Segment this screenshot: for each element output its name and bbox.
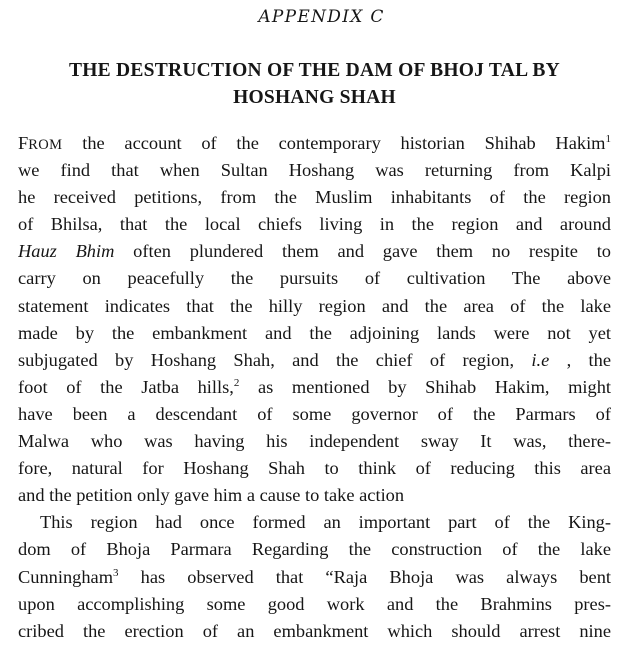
- text-line: made by the embankment and the adjoining lands were not yet: [18, 322, 611, 343]
- text-segment: Cunningham: [18, 566, 114, 587]
- paragraph-2: [18, 509, 611, 644]
- text-line: have been a descendant of some governor of the Parmars of: [18, 403, 611, 424]
- text-segment: often plundered them and gave them no respite to: [114, 241, 611, 262]
- text-line: [18, 564, 611, 591]
- footnote-ref-1[interactable]: 1: [605, 133, 611, 145]
- text-line: statement indicates that the hilly region and the area of the lake: [18, 295, 611, 316]
- text-line: cribed the erection of an embankment which should arrest nine: [18, 620, 611, 641]
- italic-place-name: Hauz Bhim: [18, 241, 115, 262]
- text-segment: has observed that “Raja Bhoja was always bent: [118, 566, 611, 587]
- text-line: he received petitions, from the Muslim inhabitants of the region: [18, 187, 611, 208]
- text-segment: foot of the Jatba hills,: [18, 376, 234, 397]
- chapter-title: [18, 57, 611, 111]
- text-line: we find that when Sultan Hoshang was returning from Kalpi: [18, 160, 611, 181]
- text-line: upon accomplishing some good work and the Brahmins pres-: [18, 593, 611, 614]
- text-line: [18, 374, 611, 401]
- text-segment: , the: [549, 349, 611, 370]
- text-line: This region had once formed an important part of the King-: [40, 512, 611, 533]
- text-segment: the account of the contemporary historian Shihab Hakim: [62, 133, 606, 153]
- text-line: [18, 238, 611, 265]
- chapter-title-line-1: THE DESTRUCTION OF THE DAM OF BHOJ TAL BY: [69, 60, 560, 81]
- text-line: dom of Bhoja Parmara Regarding the construction of the lake: [18, 539, 611, 560]
- text-segment: as mentioned by Shihab Hakim, might: [239, 376, 611, 397]
- drop-cap-letter: F: [18, 133, 29, 153]
- text-line: [18, 347, 611, 374]
- text-line: fore, natural for Hoshang Shah to think of reducing this area: [18, 458, 611, 479]
- text-line: carry on peacefully the pursuits of cultivation The above: [18, 268, 611, 289]
- paragraph-1: [18, 130, 611, 509]
- italic-abbreviation: i.e: [531, 349, 550, 370]
- body-text: [18, 130, 611, 645]
- text-segment: subjugated by Hoshang Shah, and the chief of region,: [18, 349, 532, 370]
- footnote-ref-2[interactable]: 2: [233, 376, 240, 389]
- small-caps-opening: ROM: [28, 137, 63, 153]
- appendix-heading: APPENDIX C: [258, 7, 385, 27]
- footnote-ref-3[interactable]: 3: [113, 566, 119, 579]
- text-line: [18, 130, 611, 157]
- chapter-title-line-2: HOSHANG SHAH: [233, 87, 396, 108]
- text-line: Malwa who was having his independent sway It was, there-: [18, 431, 611, 452]
- text-line: of Bhilsa, that the local chiefs living in the region and around: [18, 214, 611, 235]
- text-line: and the petition only gave him a cause to take action: [18, 485, 405, 506]
